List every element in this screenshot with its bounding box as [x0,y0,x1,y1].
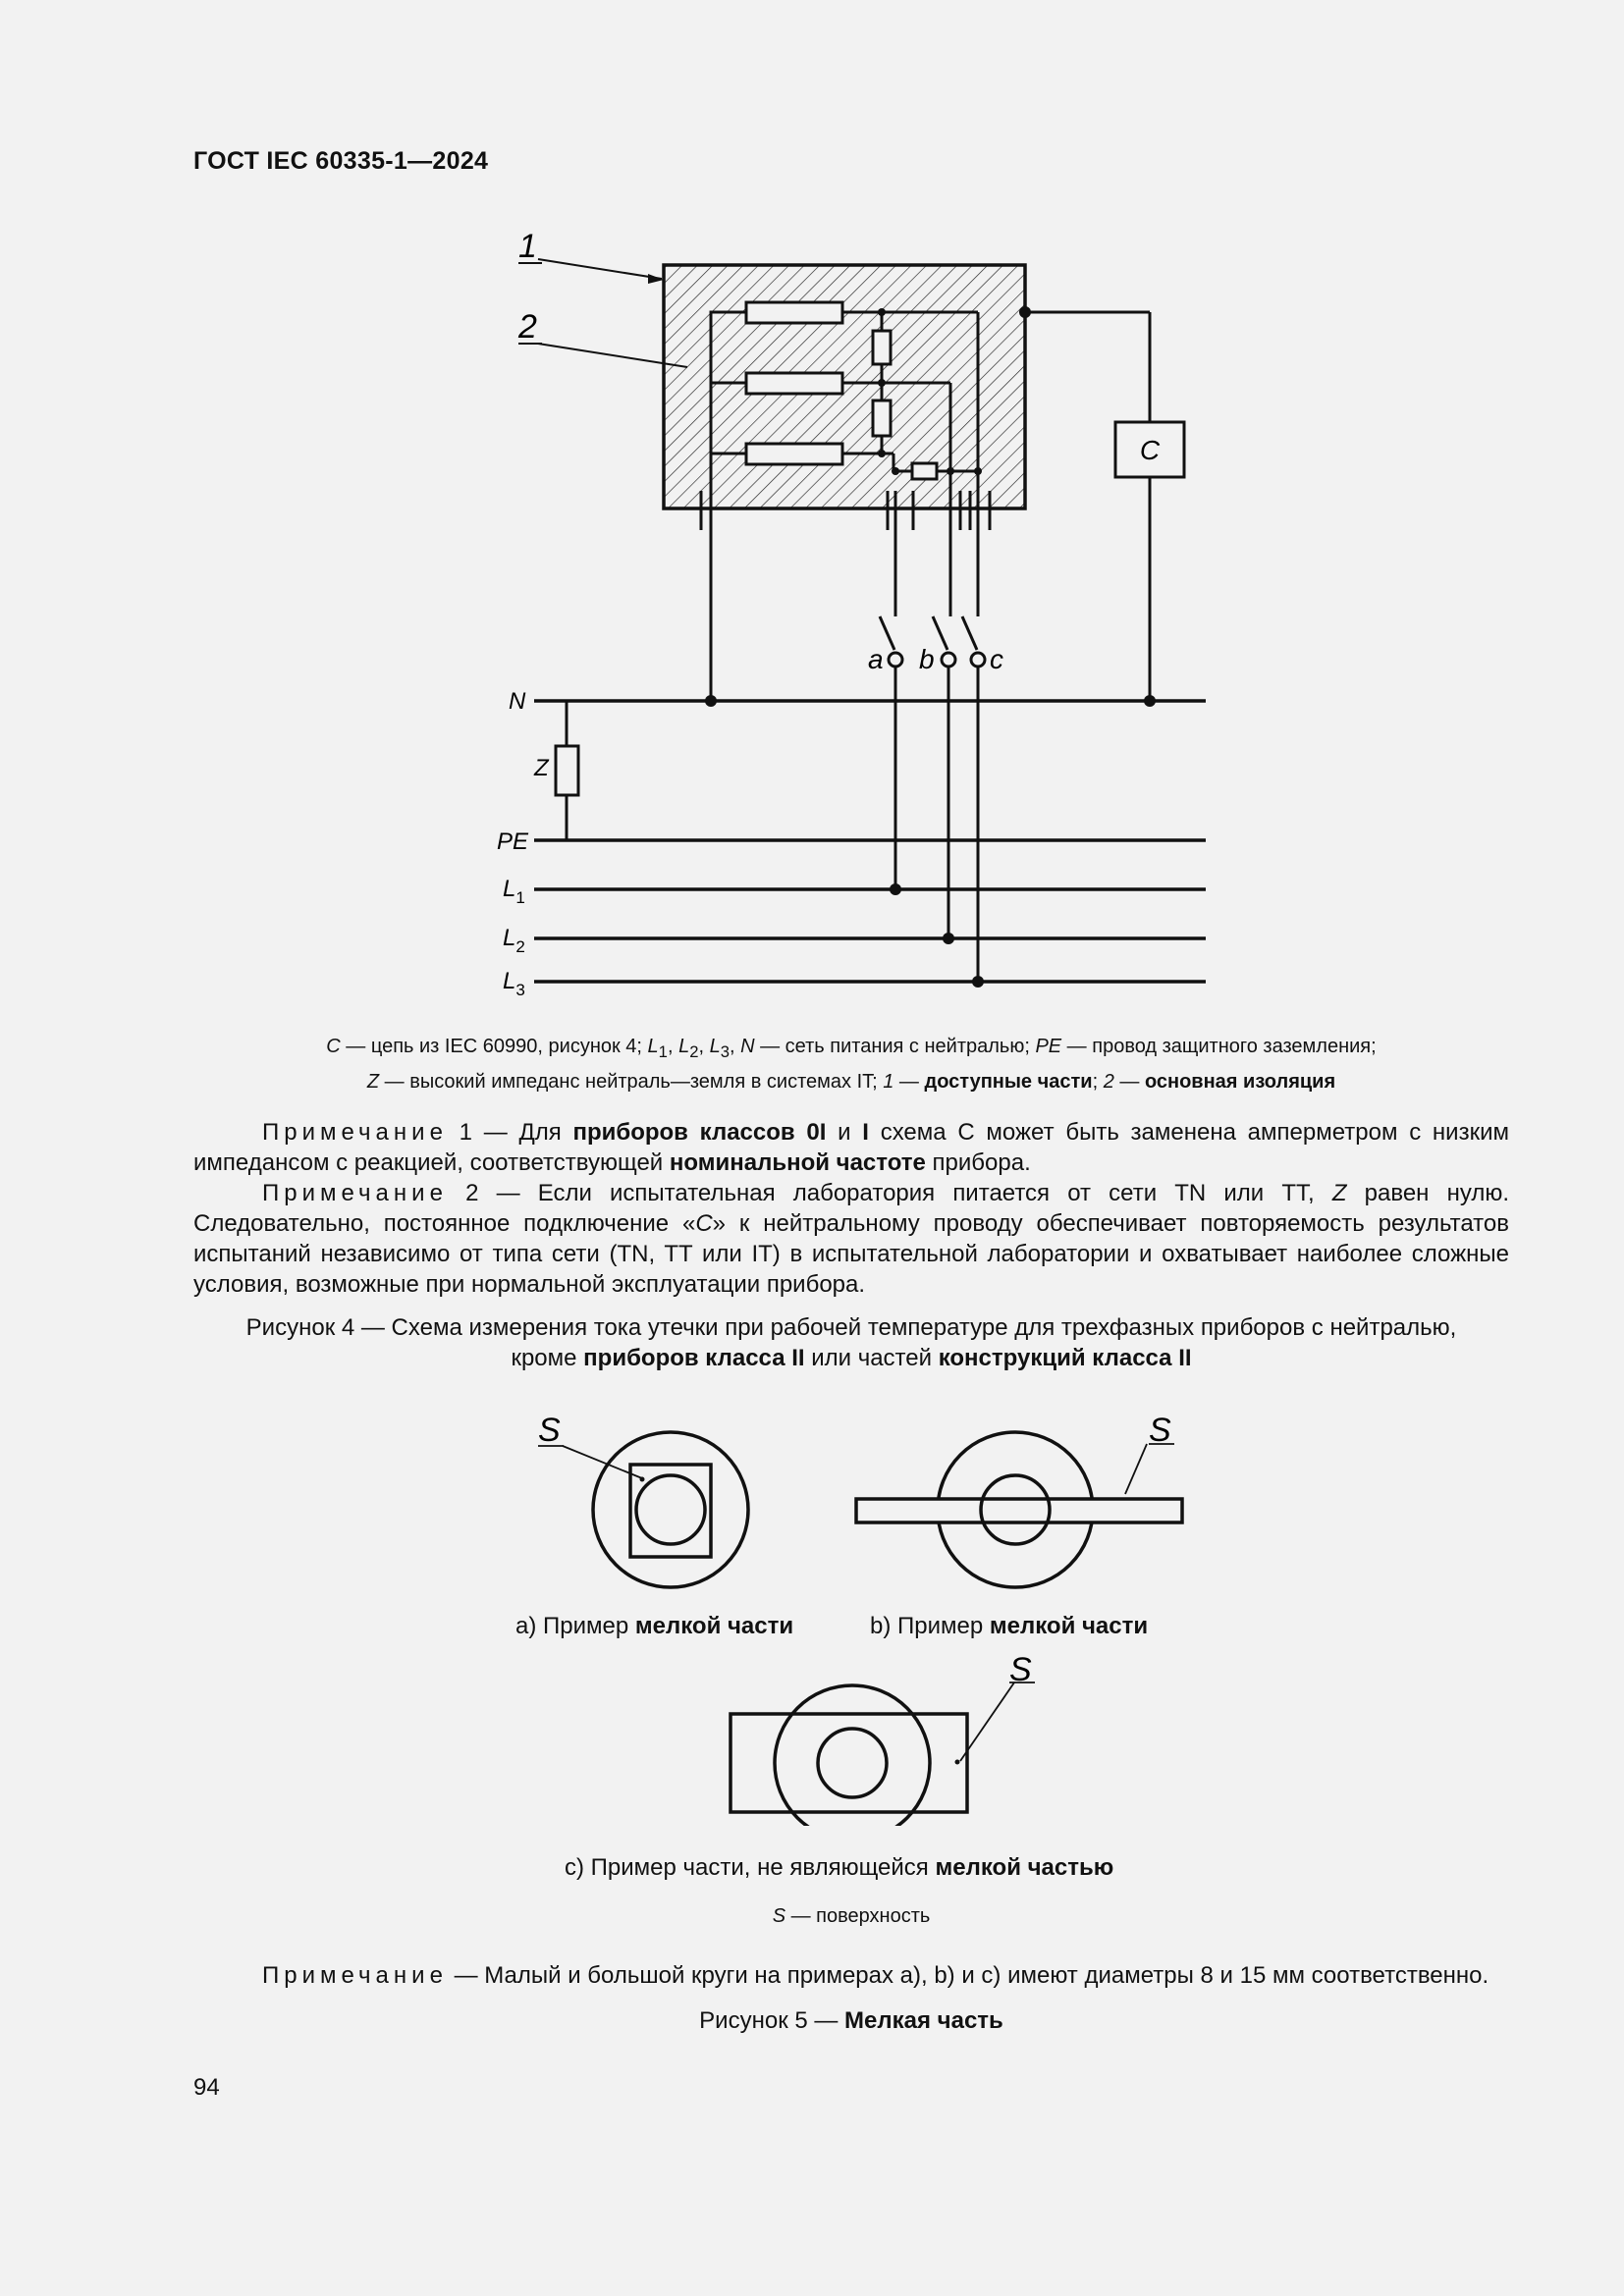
label-z: Z [534,755,549,781]
document-header: ГОСТ IEC 60335-1—2024 [193,147,489,175]
switch-c-label: c [990,644,1003,674]
example-b-drawing [856,1432,1182,1587]
label-l3: $L_3$ [503,968,525,999]
circuit-c-label: C [1139,435,1161,465]
label-pe: PE [497,828,529,855]
example-c-drawing [731,1685,967,1826]
s-label-a: S [538,1412,561,1449]
figure-4-circuit-diagram [0,0,1624,1021]
switch-a-label: a [868,644,884,674]
figure-4-notes [193,1117,1509,1300]
switch-b-label: b [919,644,935,674]
note-2: Примечание 2 — Если испытательная лаборатория питается от сети TN или TT, Z равен нулю. Следовательно, постоянное подключение «C» к нейтральному проводу обеспечивает повторяемость результатов испытаний независимо от типа сети (TN, TT или IT) в испытательной лаборатории и охватывает наиболее сложные условия, возможные при нормальной эксплуатации прибора. [193,1180,1510,1298]
z-impedance [556,746,578,795]
subcaption-c: c) Пример части, не являющейся мелкой частью [565,1854,1114,1881]
figure-4-caption: Рисунок 4 — Схема измерения тока утечки при рабочей температуре для трехфазных приборов с нейтралью, кроме приборов класса II или частей конструкций класса II [245,1314,1457,1371]
subcaption-a: a) Пример мелкой части [515,1613,794,1639]
switch-c-contact [971,653,985,667]
callout-2-label: 2 [518,308,537,346]
switch-a-contact [889,653,902,667]
legend-line-1: C — цепь из IEC 60990, рисунок 4; $L_1$, $L_2$, $L_3$, N — сеть питания с нейтралью; PE — провод защитного заземления; [326,1036,1377,1061]
switch-b-contact [942,653,955,667]
note-1: Примечание 1 — Для приборов классов 0I и I схема C может быть заменена амперметром с низким импедансом с реакцией, соответствующей номинальной частоте прибора. [193,1119,1509,1176]
page-number: 94 [193,2074,220,2101]
s-label-c: S [1009,1651,1032,1688]
label-l1: $L_1$ [503,876,525,907]
example-a-drawing [593,1432,748,1587]
subcaption-b: b) Пример мелкой части [870,1613,1149,1639]
figure-5-caption: Рисунок 5 — Мелкая часть [699,2007,1003,2034]
figure-4-legend [193,1032,1509,1096]
figure-5-note: Примечание — Малый и большой круги на примерах a), b) и c) имеют диаметры 8 и 15 мм соответственно. [262,1962,1489,1989]
figure-5-small-part-diagrams [0,1394,1624,1826]
label-n: N [509,688,526,715]
legend-line-2: Z — высокий импеданс нейтраль—земля в системах IT; 1 — доступные части; 2 — основная изоляция [366,1071,1336,1093]
label-l2: $L_2$ [503,925,525,956]
s-label-b: S [1149,1412,1171,1449]
callout-1-label: 1 [518,228,537,265]
figure-5-legend: S — поверхность [772,1905,931,1927]
